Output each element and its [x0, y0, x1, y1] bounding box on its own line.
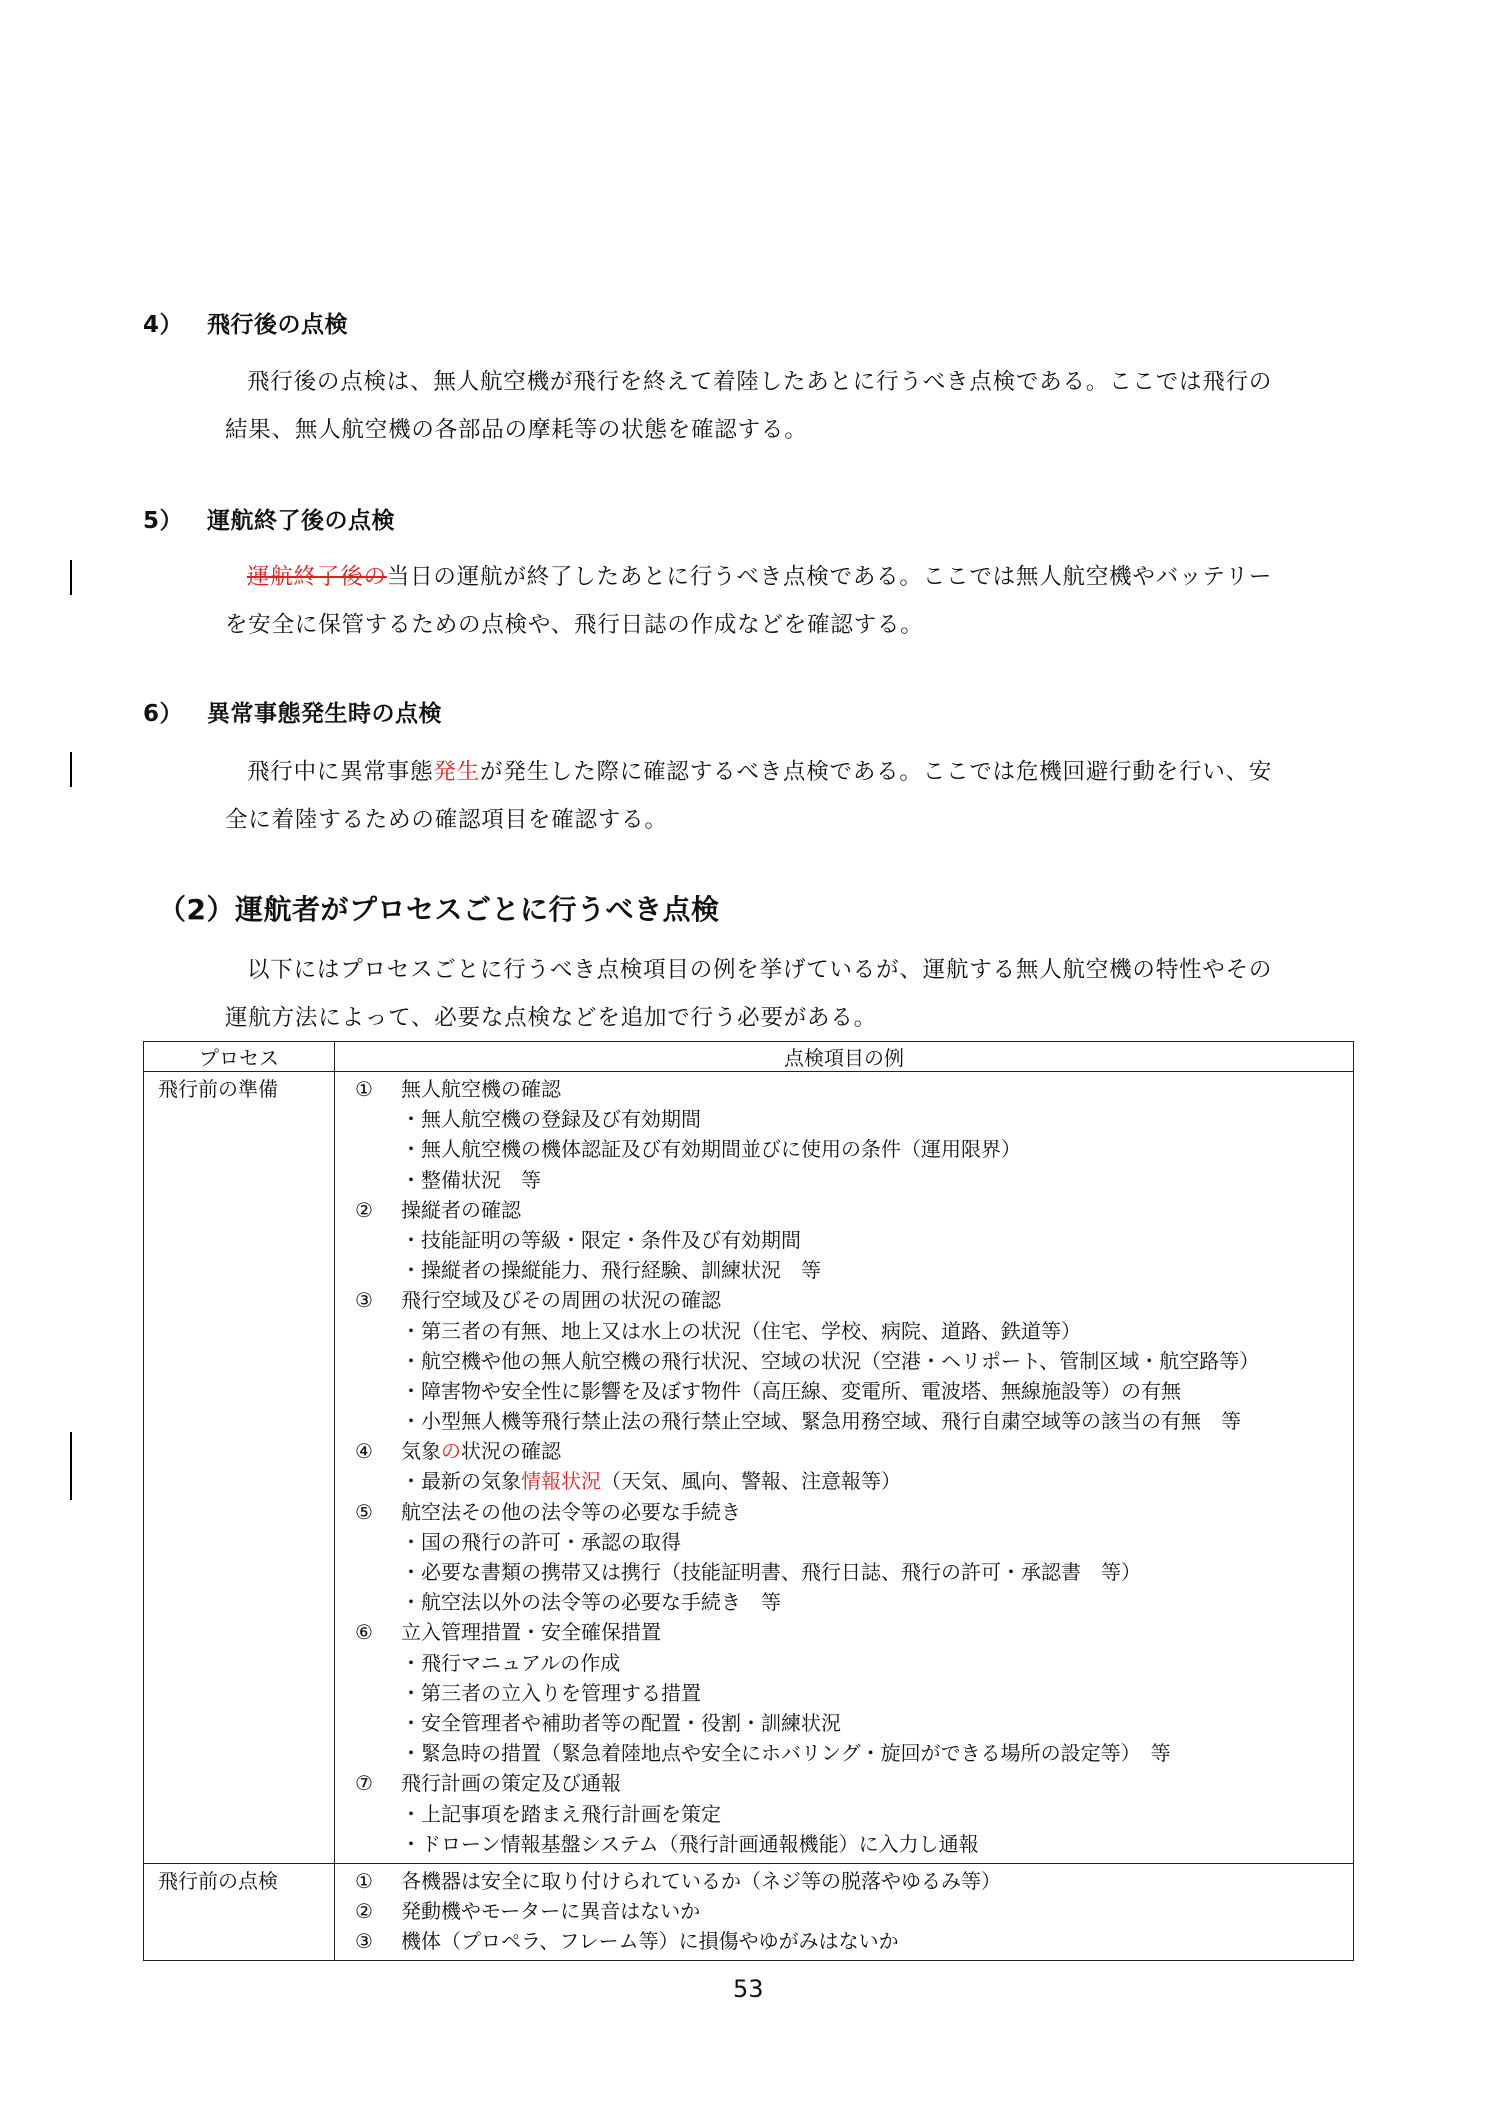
section-4-title: 飛行後の点検: [207, 312, 348, 338]
change-bar: [70, 560, 72, 595]
item-number: ③: [355, 1288, 373, 1313]
item-text: ・安全管理者や補助者等の配置・役割・訓練状況: [401, 1710, 841, 1735]
section-5-title: 運航終了後の点検: [207, 508, 395, 534]
section-6-number: 6）: [143, 701, 184, 727]
item-text: 機体（プロペラ、フレーム等）に損傷やゆがみはないか: [401, 1929, 899, 1954]
item-text: ・必要な書類の携帯又は携行（技能証明書、飛行日誌、飛行の許可・承認書 等）: [401, 1560, 1141, 1584]
text-run: 当日の運航が終了したあとに行うべき点検である。ここでは無人航空機やバッテリー: [386, 564, 1273, 590]
item-text: ・上記事項を踏まえ飛行計画を策定: [401, 1801, 721, 1826]
checklist-item: [335, 1436, 1353, 1466]
section-6-heading: [143, 695, 442, 728]
checklist-subitem: [335, 1255, 1353, 1285]
item-text: ・技能証明の等級・限定・条件及び有効期間: [401, 1227, 801, 1252]
checklist-subitem: [335, 1648, 1353, 1678]
item-text: 状況の確認: [461, 1439, 561, 1464]
section-5-number: 5）: [143, 508, 184, 534]
checklist-subitem: [335, 1678, 1353, 1708]
item-number: ⑤: [355, 1499, 373, 1524]
item-text: ・操縦者の操縦能力、飛行経験、訓練状況 等: [401, 1258, 821, 1283]
paragraph-line: [225, 553, 1272, 601]
paragraph-line: 全に着陸するための確認項目を確認する。: [225, 807, 668, 833]
header-process: プロセス: [144, 1042, 335, 1072]
checklist-item: [335, 1617, 1353, 1647]
section-6-title: 異常事態発生時の点検: [207, 701, 442, 727]
process-cell: [144, 1863, 335, 1961]
text-run: 飛行中に異常事態: [247, 759, 434, 785]
process-label: 飛行前の準備: [158, 1077, 278, 1101]
change-bar: [70, 752, 72, 787]
item-text: 各機器は安全に取り付けられているか（ネジ等の脱落やゆるみ等）: [401, 1868, 1001, 1893]
section-6-body: [225, 748, 1272, 844]
checklist-subitem: [335, 1738, 1353, 1768]
section-2-body: [225, 946, 1272, 1042]
paragraph-line: 以下にはプロセスごとに行うべき点検項目の例を挙げているが、運航する無人航空機の特性やその: [247, 957, 1273, 983]
items-cell: [335, 1863, 1354, 1961]
item-text: 発動機やモーターに異音はないか: [401, 1899, 701, 1924]
inserted-text: の: [441, 1439, 461, 1464]
inspection-table: [143, 1041, 1354, 1961]
section-4-number: 4）: [143, 312, 184, 338]
process-label: 飛行前の点検: [158, 1868, 278, 1893]
change-bar: [70, 1432, 72, 1500]
page-number: 53: [733, 1975, 764, 2003]
item-text: ・無人航空機の登録及び有効期間: [401, 1107, 701, 1132]
paragraph-line: を安全に保管するための点検や、飛行日誌の作成などを確認する。: [225, 612, 924, 638]
paragraph-line: 飛行後の点検は、無人航空機が飛行を終えて着陸したあとに行うべき点検である。ここでは飛行の: [247, 369, 1273, 395]
table-header-row: [144, 1042, 1354, 1072]
inserted-text: 発生: [433, 759, 481, 785]
checklist-subitem: [335, 1225, 1353, 1255]
header-items: 点検項目の例: [335, 1042, 1354, 1072]
section-2-title: （2）運航者がプロセスごとに行うべき点検: [158, 893, 720, 926]
section-4-body: [225, 358, 1272, 454]
checklist-subitem: [335, 1829, 1353, 1859]
checklist-subitem: [335, 1104, 1353, 1134]
checklist-item: [335, 1074, 1353, 1104]
item-text: ・無人航空機の機体認証及び有効期間並びに使用の条件（運用限界）: [401, 1137, 1021, 1162]
item-number: ①: [355, 1868, 373, 1893]
text-run: が発生した際に確認するべき点検である。ここでは危機回避行動を行い、安: [480, 759, 1273, 785]
paragraph-line: 運航方法によって、必要な点検などを追加で行う必要がある。: [225, 1005, 877, 1031]
item-text: ・航空機や他の無人航空機の飛行状況、空域の状況（空港・ヘリポート、管制区域・航空路等）: [401, 1348, 1260, 1373]
item-text: 航空法その他の法令等の必要な手続き: [401, 1499, 741, 1524]
checklist-subitem: [335, 1708, 1353, 1738]
items-list: [335, 1864, 1353, 1961]
item-number: ⑦: [355, 1771, 373, 1796]
item-text: ・整備状況 等: [401, 1167, 541, 1192]
item-text: 無人航空機の確認: [401, 1077, 561, 1101]
item-text: ・最新の気象: [401, 1469, 521, 1494]
item-number: ②: [355, 1899, 373, 1924]
inserted-text: 情報状況: [521, 1469, 601, 1494]
item-text: ・ドローン情報基盤システム（飛行計画通報機能）に入力し通報: [401, 1831, 979, 1856]
items-cell: [335, 1072, 1354, 1864]
item-text: 操縦者の確認: [401, 1197, 521, 1222]
checklist-subitem: [335, 1587, 1353, 1617]
item-number: ④: [355, 1439, 373, 1464]
item-text: ・小型無人機等飛行禁止法の飛行禁止空域、緊急用務空域、飛行自粛空域等の該当の有無 等: [401, 1409, 1241, 1434]
checklist-item: [335, 1768, 1353, 1798]
item-text: ・国の飛行の許可・承認の取得: [401, 1529, 681, 1554]
checklist-subitem: [335, 1557, 1353, 1587]
item-number: ②: [355, 1197, 373, 1222]
item-number: ⑥: [355, 1620, 373, 1645]
checklist-item: [335, 1195, 1353, 1225]
items-list: [335, 1072, 1353, 1863]
checklist-subitem: [335, 1346, 1353, 1376]
checklist-subitem: [335, 1134, 1353, 1164]
checklist-subitem: [335, 1527, 1353, 1557]
item-text: ・第三者の立入りを管理する措置: [401, 1680, 701, 1705]
checklist-item: [335, 1866, 1353, 1896]
item-text: （天気、風向、警報、注意報等）: [601, 1469, 901, 1494]
checklist-subitem: [335, 1406, 1353, 1436]
checklist-subitem: [335, 1316, 1353, 1346]
checklist-subitem: [335, 1165, 1353, 1195]
item-text: 飛行空域及びその周囲の状況の確認: [401, 1288, 721, 1313]
section-5-body: [225, 553, 1272, 649]
table-row: [144, 1072, 1354, 1864]
item-text: ・航空法以外の法令等の必要な手続き 等: [401, 1590, 781, 1615]
deleted-text: 運航終了後の: [247, 564, 387, 590]
checklist-item: [335, 1926, 1353, 1956]
checklist-item: [335, 1497, 1353, 1527]
checklist-subitem: [335, 1466, 1353, 1496]
item-text: 気象: [401, 1439, 441, 1464]
checklist-subitem: [335, 1799, 1353, 1829]
item-text: 立入管理措置・安全確保措置: [401, 1620, 661, 1645]
checklist-item: [335, 1896, 1353, 1926]
item-text: 飛行計画の策定及び通報: [401, 1771, 621, 1796]
paragraph-line: 結果、無人航空機の各部品の摩耗等の状態を確認する。: [225, 417, 808, 443]
item-text: ・緊急時の措置（緊急着陸地点や安全にホバリング・旋回ができる場所の設定等） 等: [401, 1741, 1171, 1766]
section-5-heading: [143, 502, 395, 535]
process-cell: [144, 1072, 335, 1864]
item-number: ①: [355, 1077, 373, 1101]
item-number: ③: [355, 1929, 373, 1954]
item-text: ・障害物や安全性に影響を及ぼす物件（高圧線、変電所、電波塔、無線施設等）の有無: [401, 1378, 1181, 1403]
item-text: ・第三者の有無、地上又は水上の状況（住宅、学校、病院、道路、鉄道等）: [401, 1318, 1081, 1343]
section-4-heading: [143, 306, 348, 339]
paragraph-line: [225, 748, 1272, 796]
checklist-item: [335, 1285, 1353, 1315]
checklist-subitem: [335, 1376, 1353, 1406]
item-text: ・飛行マニュアルの作成: [401, 1650, 621, 1675]
table-row: [144, 1863, 1354, 1961]
